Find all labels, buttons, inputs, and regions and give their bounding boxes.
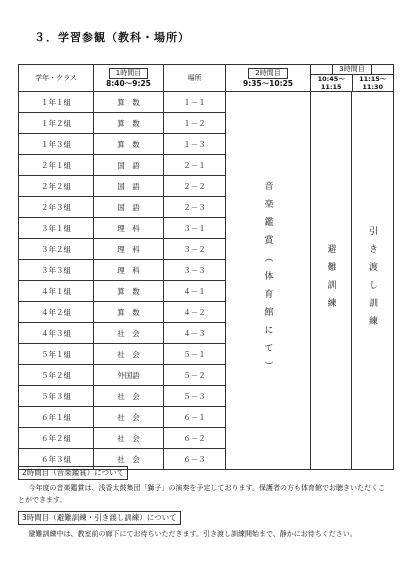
header-place: 場所 (164, 65, 226, 92)
place-cell: ２－３ (164, 197, 226, 218)
subject-cell: 社 会 (94, 323, 164, 344)
subject-cell: 国 語 (94, 155, 164, 176)
period3a-time: 10:45～11:15 (311, 75, 353, 91)
period2-activity-cell (226, 92, 311, 470)
place-cell: ４－１ (164, 281, 226, 302)
class-cell: ６年１組 (19, 407, 94, 428)
period2-time: 9:35～10:25 (242, 78, 294, 88)
note1-body: 今年度の音楽鑑賞は、浅香太鼓集団「獅子」の演奏を予定しております。保護者の方も体育館でお聴きいただくことができます。 (18, 484, 385, 504)
place-cell: ２－２ (164, 176, 226, 197)
table-row (19, 92, 394, 113)
class-cell: ５年３組 (19, 386, 94, 407)
subject-cell: 社 会 (94, 407, 164, 428)
place-cell: ３－１ (164, 218, 226, 239)
subject-cell: 社 会 (94, 386, 164, 407)
class-cell: １年３組 (19, 134, 94, 155)
period1-time: 8:40～9:25 (106, 78, 151, 88)
subject-cell: 算 数 (94, 113, 164, 134)
period2-activity: 音楽鑑賞（体育館にて） (262, 180, 273, 379)
subject-cell: 理 科 (94, 260, 164, 281)
subject-cell: 外国語 (94, 365, 164, 386)
class-cell: ３年２組 (19, 239, 94, 260)
place-cell: ５－３ (164, 386, 226, 407)
period3b-activity: 引き渡し訓練 (367, 225, 377, 334)
place-cell: ５－２ (164, 365, 226, 386)
class-cell: ２年３組 (19, 197, 94, 218)
subject-cell: 社 会 (94, 428, 164, 449)
period3-label: 3時間目 (332, 65, 371, 74)
place-cell: ４－２ (164, 302, 226, 323)
place-cell: １－２ (164, 113, 226, 134)
note1-title: 2時間目（音楽鑑賞）について (18, 466, 128, 480)
subject-cell: 国 語 (94, 197, 164, 218)
period1-label: 1時間目 (109, 68, 148, 79)
place-cell: ２－１ (164, 155, 226, 176)
subject-cell: 社 会 (94, 449, 164, 470)
class-cell: ４年２組 (19, 302, 94, 323)
period3a-activity-cell (311, 92, 352, 470)
period2-label: 2時間目 (248, 68, 287, 79)
place-cell: ３－２ (164, 239, 226, 260)
class-cell: ５年１組 (19, 344, 94, 365)
header-period1 (94, 65, 164, 92)
header-period3 (311, 65, 394, 92)
class-cell: １年２組 (19, 113, 94, 134)
header-grade-class: 学年・クラス (19, 65, 94, 92)
subject-cell: 理 科 (94, 239, 164, 260)
subject-cell: 算 数 (94, 92, 164, 113)
place-cell: １－３ (164, 134, 226, 155)
schedule-table (18, 64, 394, 470)
subject-cell: 算 数 (94, 134, 164, 155)
subject-cell: 算 数 (94, 281, 164, 302)
place-cell: １－１ (164, 92, 226, 113)
period3a-activity: 避難訓練 (325, 243, 336, 316)
header-row (19, 65, 394, 92)
subject-cell: 算 数 (94, 302, 164, 323)
place-cell: ５－１ (164, 344, 226, 365)
place-cell: ４－３ (164, 323, 226, 344)
period3b-time: 11:15～11:30 (359, 75, 387, 91)
subject-cell: 社 会 (94, 344, 164, 365)
class-cell: ４年１組 (19, 281, 94, 302)
subject-cell: 国 語 (94, 176, 164, 197)
class-cell: １年１組 (19, 92, 94, 113)
class-cell: ５年２組 (19, 365, 94, 386)
class-cell: ６年２組 (19, 428, 94, 449)
place-cell: ６－１ (164, 407, 226, 428)
class-cell: ３年３組 (19, 260, 94, 281)
period3b-activity-cell (352, 92, 394, 470)
place-cell: ６－２ (164, 428, 226, 449)
class-cell: ３年１組 (19, 218, 94, 239)
subject-cell: 理 科 (94, 218, 164, 239)
class-cell: ４年３組 (19, 323, 94, 344)
header-period2 (226, 65, 311, 92)
section-heading: ３．学習参観（教科・場所） (34, 31, 190, 44)
place-cell: ３－３ (164, 260, 226, 281)
class-cell: ２年１組 (19, 155, 94, 176)
note2-body: 避難訓練中は、教室前の廊下にてお待ちいただきます。引き渡し訓練開始まで、静かにお待ちください。 (28, 530, 357, 538)
note2-title: 3時間目（避難訓練・引き渡し訓練）について (18, 511, 181, 525)
place-cell: ６－３ (164, 449, 226, 470)
class-cell: ２年２組 (19, 176, 94, 197)
class-cell: ６年３組 (19, 449, 94, 470)
